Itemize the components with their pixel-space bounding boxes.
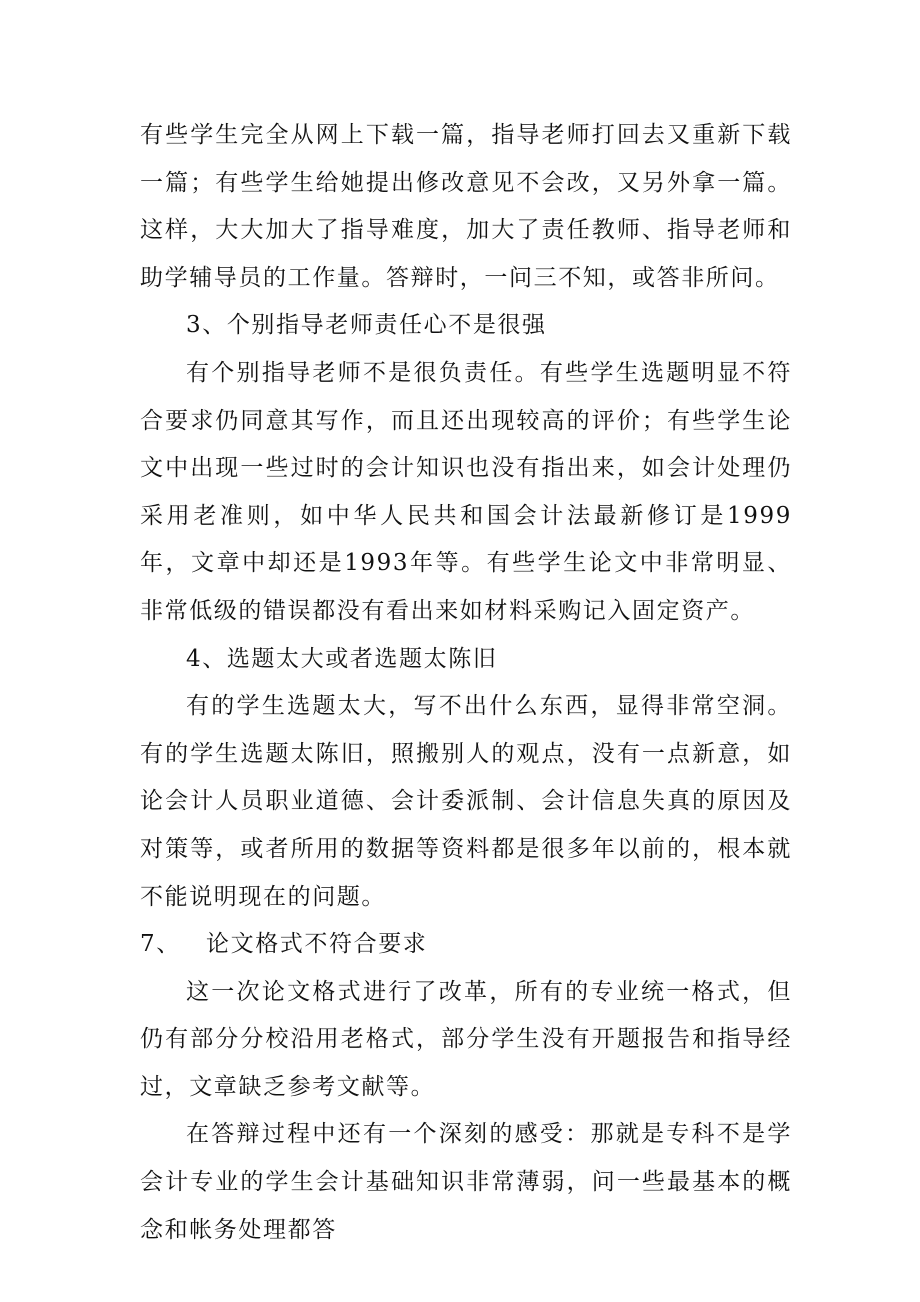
heading-7-text: 论文格式不符合要求: [206, 931, 428, 958]
paragraph-3: 有个别指导老师不是很负责任。有些学生选题明显不符合要求仍同意其写作，而且还出现较高的评价；有些学生论文中出现一些过时的会计知识也没有指出来，如会计处理仍采用老准则，如中华人民共和国会计法最新修订是1999年，文章中却还是1993年等。有些学生论文中非常明显、非常低级的错误都没有看出来如材料采购记入固定资产。: [140, 359, 792, 624]
heading-3: 3、个别指导老师责任心不是很强: [186, 312, 547, 339]
heading-7: [140, 921, 792, 969]
document-body: [140, 112, 792, 1254]
paragraph-7: 这一次论文格式进行了改革，所有的专业统一格式，但仍有部分分校沿用老格式，部分学生没有开题报告和指导经过，文章缺乏参考文献等。: [140, 978, 792, 1100]
paragraph-4: 有的学生选题太大，写不出什么东西，显得非常空洞。有的学生选题太陈旧，照搬别人的观点，没有一点新意，如论会计人员职业道德、会计委派制、会计信息失真的原因及对策等，或者所用的数据等资料都是很多年以前的，根本就不能说明现在的问题。: [140, 693, 792, 910]
paragraph-final: 在答辩过程中还有一个深刻的感受：那就是专科不是学会计专业的学生会计基础知识非常薄弱，问一些最基本的概念和帐务处理都答: [140, 1121, 792, 1243]
paragraph-intro: 有些学生完全从网上下载一篇，指导老师打回去又重新下载一篇；有些学生给她提出修改意见不会改，又另外拿一篇。这样，大大加大了指导难度，加大了责任教师、指导老师和助学辅导员的工作量。答辩时，一问三不知，或答非所问。: [140, 122, 792, 291]
heading-4: 4、选题太大或者选题太陈旧: [186, 645, 498, 672]
heading-7-number: 7、: [140, 931, 181, 958]
